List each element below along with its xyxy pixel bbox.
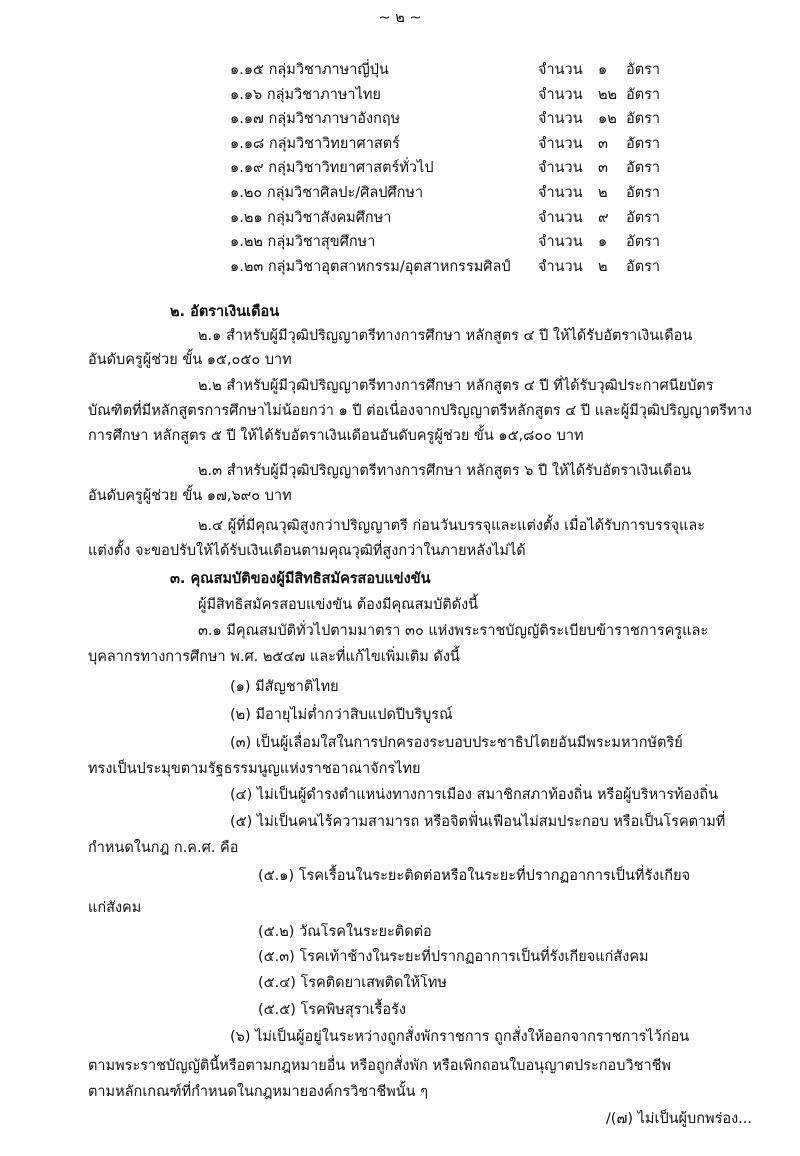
qualification-heading: ๓. คุณสมบัติของผู้มีสิทธิสมัครสอบแข่งขัน	[170, 571, 431, 587]
position-unit: อัตรา	[626, 62, 661, 78]
position-unit: อัตรา	[626, 87, 661, 103]
salary-2-2-line2: บัณฑิตที่มีหลักสูตรการศึกษาไม่น้อยกว่า ๑ ปี ต่อเนื่องจากปริญญาตรีหลักสูตร ๔ ปี และผู้มีวุฒิปริญญาตรีทาง	[88, 403, 752, 419]
qualification-item-5-2: (๕.๒) วัณโรคในระยะติดต่อ	[258, 924, 432, 940]
qualification-item-5-3: (๕.๓) โรคเท้าช้างในระยะที่ปรากฏอาการเป็นที่รังเกียจแก่สังคม	[258, 949, 649, 965]
position-unit: อัตรา	[626, 259, 661, 275]
position-label: ๑.๑๖ กลุ่มวิชาภาษาไทย	[230, 87, 381, 103]
qualification-item-3-line2: ทรงเป็นประมุขตามรัฐธรรมนูญแห่งราชอาณาจักรไทย	[88, 761, 421, 777]
position-unit: อัตรา	[626, 185, 661, 201]
salary-2-3-line2: อันดับครูผู้ช่วย ขั้น ๑๗,๖๙๐ บาท	[88, 488, 292, 504]
position-count-word: จำนวน	[538, 234, 583, 250]
position-count-word: จำนวน	[538, 111, 583, 127]
position-row	[0, 232, 800, 254]
salary-2-4-line1: ๒.๔ ผู้ที่มีคุณวุฒิสูงกว่าปริญญาตรี ก่อนวันบรรจุและแต่งตั้ง เมื่อได้รับการบรรจุและ	[198, 518, 706, 534]
qualification-item-5-line1: (๕) ไม่เป็นคนไร้ความสามารถ หรือจิตฟั่นเฟือนไม่สมประกอบ หรือเป็นโรคตามที่	[230, 814, 726, 830]
position-label: ๑.๑๘ กลุ่มวิชาวิทยาศาสตร์	[230, 136, 400, 152]
qualification-item-5-1-line2: แก่สังคม	[88, 900, 142, 916]
qualification-item-6-line3: ตามหลักเกณฑ์ที่กำหนดในกฎหมายองค์กรวิชาชีพนั้น ๆ	[88, 1084, 428, 1100]
position-count-word: จำนวน	[538, 136, 583, 152]
qualification-item-1: (๑) มีสัญชาติไทย	[230, 679, 339, 695]
qualification-item-4: (๔) ไม่เป็นผู้ดำรงตำแหน่งทางการเมือง สมาชิกสภาท้องถิ่น หรือผู้บริหารท้องถิ่น	[230, 787, 719, 803]
position-label: ๑.๒๓ กลุ่มวิชาอุตสาหกรรม/อุตสาหกรรมศิลป์	[230, 259, 511, 275]
position-count: ๑	[598, 62, 608, 78]
position-row	[0, 183, 800, 205]
position-label: ๑.๒๑ กลุ่มวิชาสังคมศึกษา	[230, 210, 392, 226]
qualification-3-1-line2: บุคลากรทางการศึกษา พ.ศ. ๒๕๔๗ และที่แก้ไขเพิ่มเติม ดังนี้	[88, 649, 460, 665]
position-unit: อัตรา	[626, 210, 661, 226]
position-label: ๑.๑๙ กลุ่มวิชาวิทยาศาสตร์ทั่วไป	[230, 160, 434, 176]
position-count-word: จำนวน	[538, 210, 583, 226]
position-row	[0, 60, 800, 82]
salary-2-3-line1: ๒.๓ สำหรับผู้มีวุฒิปริญญาตรีทางการศึกษา หลักสูตร ๖ ปี ให้ได้รับอัตราเงินเดือน	[198, 463, 692, 479]
qualification-item-2: (๒) มีอายุไม่ต่ำกว่าสิบแปดปีบริบูรณ์	[230, 707, 453, 723]
position-count: ๓	[598, 136, 608, 152]
position-label: ๑.๑๕ กลุ่มวิชาภาษาญี่ปุ่น	[230, 62, 389, 78]
salary-heading: ๒. อัตราเงินเดือน	[170, 304, 280, 320]
page-number: ~ ๒ ~	[378, 10, 422, 26]
qualification-item-6-line2: ตามพระราชบัญญัตินี้หรือตามกฎหมายอื่น หรือถูกสั่งพัก หรือเพิกถอนใบอนุญาตประกอบวิชาชีพ	[88, 1058, 671, 1074]
position-unit: อัตรา	[626, 136, 661, 152]
position-count-word: จำนวน	[538, 160, 583, 176]
position-count-word: จำนวน	[538, 185, 583, 201]
position-count-word: จำนวน	[538, 87, 583, 103]
qualification-item-3-line1: (๓) เป็นผู้เลื่อมใสในการปกครองระบอบประชาธิปไตยอันมีพระมหากษัตริย์	[230, 735, 683, 751]
position-label: ๑.๒๒ กลุ่มวิชาสุขศึกษา	[230, 234, 376, 250]
position-unit: อัตรา	[626, 234, 661, 250]
position-label: ๑.๑๗ กลุ่มวิชาภาษาอังกฤษ	[230, 111, 401, 127]
salary-2-2-line1: ๒.๒ สำหรับผู้มีวุฒิปริญญาตรีทางการศึกษา หลักสูตร ๔ ปี ที่ได้รับวุฒิประกาศนียบัตร	[198, 378, 714, 394]
position-count: ๓	[598, 160, 608, 176]
salary-2-1-line2: อันดับครูผู้ช่วย ขั้น ๑๕,๐๕๐ บาท	[88, 352, 292, 368]
qualification-item-5-1-line1: (๕.๑) โรคเรื้อนในระยะติดต่อหรือในระยะที่ปรากฏอาการเป็นที่รังเกียจ	[258, 868, 691, 884]
position-row	[0, 134, 800, 156]
qualification-intro: ผู้มีสิทธิสมัครสอบแข่งขัน ต้องมีคุณสมบัติดังนี้	[198, 597, 479, 613]
position-unit: อัตรา	[626, 160, 661, 176]
qualification-item-6-line1: (๖) ไม่เป็นผู้อยู่ในระหว่างถูกสั่งพักราชการ ถูกสั่งให้ออกจากราชการไว้ก่อน	[230, 1029, 690, 1045]
position-count-word: จำนวน	[538, 62, 583, 78]
continuation-note: /(๗) ไม่เป็นผู้บกพร่อง...	[605, 1111, 752, 1127]
position-count: ๒	[598, 259, 608, 275]
position-count-word: จำนวน	[538, 259, 583, 275]
position-count: ๑๒	[598, 111, 617, 127]
position-row	[0, 158, 800, 180]
position-count: ๒๒	[598, 87, 618, 103]
position-row	[0, 257, 800, 279]
qualification-3-1-line1: ๓.๑ มีคุณสมบัติทั่วไปตามมาตรา ๓๐ แห่งพระราชบัญญัติระเบียบข้าราชการครูและ	[198, 623, 709, 639]
salary-2-2-line3: การศึกษา หลักสูตร ๕ ปี ให้ได้รับอัตราเงินเดือนอันดับครูผู้ช่วย ขั้น ๑๕,๘๐๐ บาท	[88, 428, 584, 444]
qualification-item-5-5: (๕.๕) โรคพิษสุราเรื้อรัง	[258, 1002, 406, 1018]
position-label: ๑.๒๐ กลุ่มวิชาศิลปะ/ศิลปศึกษา	[230, 185, 424, 201]
qualification-item-5-4: (๕.๔) โรคติดยาเสพติดให้โทษ	[258, 975, 447, 991]
position-row	[0, 109, 800, 131]
position-count: ๒	[598, 185, 608, 201]
position-count: ๙	[598, 210, 609, 226]
position-row	[0, 85, 800, 107]
position-unit: อัตรา	[626, 111, 661, 127]
salary-2-1-line1: ๒.๑ สำหรับผู้มีวุฒิปริญญาตรีทางการศึกษา หลักสูตร ๔ ปี ให้ได้รับอัตราเงินเดือน	[198, 328, 693, 344]
position-row	[0, 208, 800, 230]
qualification-item-5-line2: กำหนดในกฎ ก.ค.ศ. คือ	[88, 840, 239, 856]
salary-2-4-line2: แต่งตั้ง จะขอปรับให้ได้รับเงินเดือนตามคุณวุฒิที่สูงกว่าในภายหลังไม่ได้	[88, 543, 526, 559]
position-count: ๑	[598, 234, 608, 250]
